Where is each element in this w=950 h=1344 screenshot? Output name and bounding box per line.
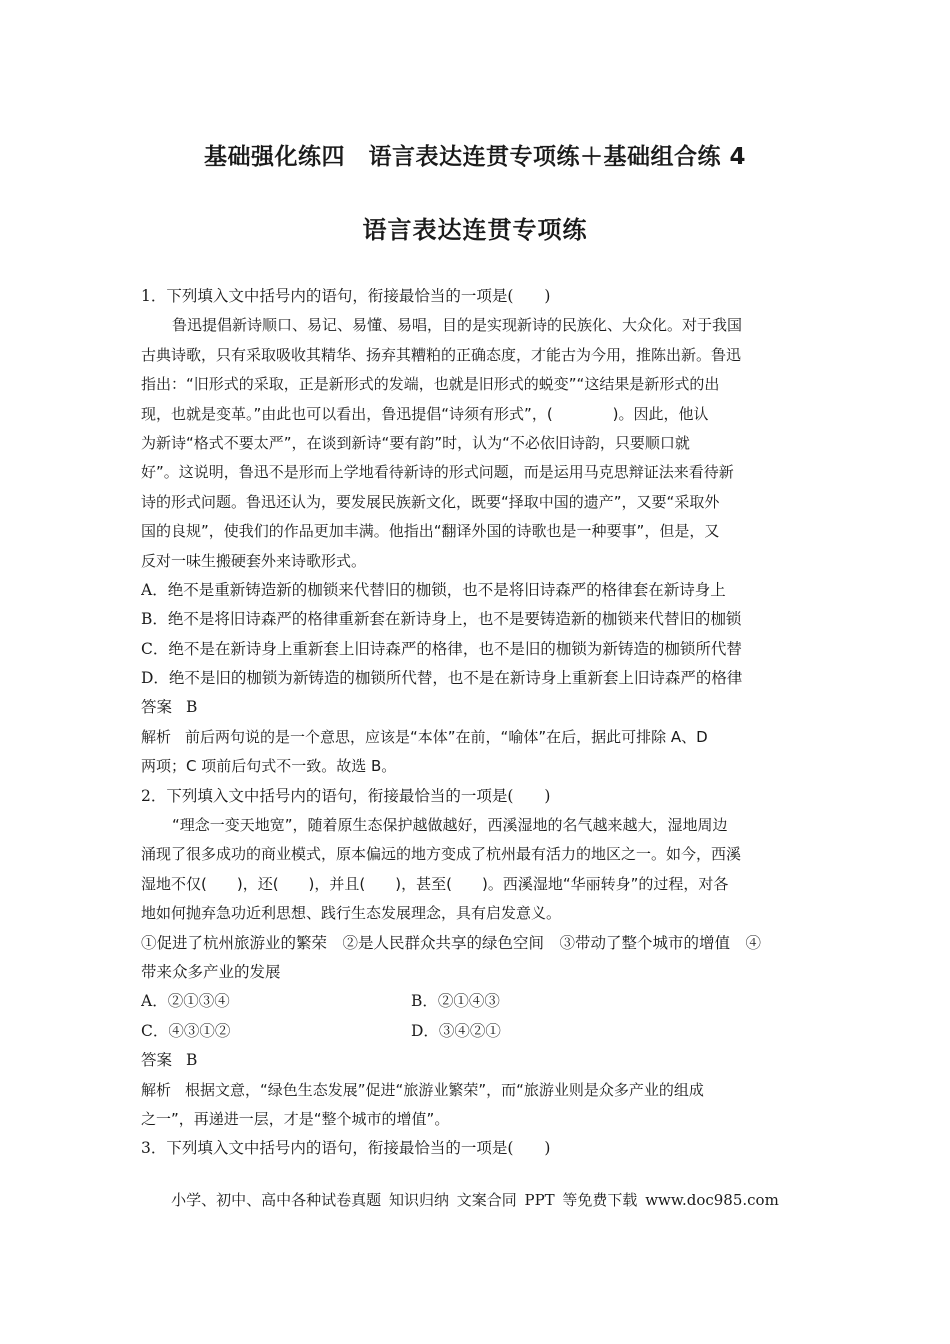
question-2-passage-line: “理念一变天地宽”，随着原生态保护越做越好，西溪湿地的名气越来越大，湿地周边 xyxy=(172,816,728,835)
section-title: 语言表达连贯专项练 xyxy=(362,216,588,244)
answer-value: B xyxy=(186,1051,198,1070)
question-1-passage-line: 指出：“旧形式的采取，正是新形式的发端，也就是旧形式的蜕变”“这结果是新形式的出 xyxy=(141,375,720,394)
page-footer: 小学、初中、高中各种试卷真题 知识归纳 文案合同 PPT 等免费下载 www.doc985.com xyxy=(171,1191,779,1209)
analysis-text: 前后两句说的是一个意思，应该是“本体”在前，“喻体”在后，据此可排除 A、D xyxy=(185,727,708,746)
question-2-options-row xyxy=(141,987,811,1016)
question-2-option-c: C．④③①② xyxy=(141,1021,231,1040)
analysis-label: 解析 xyxy=(141,1080,172,1099)
question-1-answer xyxy=(141,693,811,722)
question-1-option-b: B．绝不是将旧诗森严的格律重新套在新诗身上，也不是要铸造新的枷锁来代替旧的枷锁 xyxy=(141,610,742,629)
question-1-stem: 1．下列填入文中括号内的语句，衔接最恰当的一项是( ) xyxy=(141,287,551,305)
question-1-option-c: C．绝不是在新诗身上重新套上旧诗森严的格律，也不是旧的枷锁为新铸造的枷锁所代替 xyxy=(141,639,742,658)
analysis-text: 根据文意，“绿色生态发展”促进“旅游业繁荣”，而“旅游业则是众多产业的组成 xyxy=(185,1080,704,1099)
question-2-analysis-line: 之一”，再递进一层，才是“整个城市的增值”。 xyxy=(141,1109,450,1128)
page-title: 基础强化练四 语言表达连贯专项练＋基础组合练 4 xyxy=(203,144,746,170)
question-2-option-d: D．③④②① xyxy=(411,1021,501,1040)
answer-label: 答案 xyxy=(141,698,173,717)
question-2-answer xyxy=(141,1046,811,1075)
analysis-label: 解析 xyxy=(141,727,172,746)
question-1-passage-line: 现，也就是变革。”由此也可以看出，鲁迅提倡“诗须有形式”，( )。因此，他认 xyxy=(141,404,709,423)
answer-label: 答案 xyxy=(141,1051,173,1070)
answer-value: B xyxy=(186,698,198,717)
question-3-stem: 3．下列填入文中括号内的语句，衔接最恰当的一项是( ) xyxy=(141,1139,551,1158)
question-1-passage-line: 国的良规”，使我们的作品更加丰满。他指出“翻译外国的诗歌也是一种要事”，但是，又 xyxy=(141,522,720,541)
question-1-option-a: A．绝不是重新铸造新的枷锁来代替旧的枷锁，也不是将旧诗森严的格律套在新诗身上 xyxy=(141,580,726,599)
question-1-passage-line: 诗的形式问题。鲁迅还认为，要发展民族新文化，既要“择取中国的遗产”，又要“采取外 xyxy=(141,492,720,511)
question-2-options-row xyxy=(141,1017,811,1046)
question-2-passage-line: 涌现了很多成功的商业模式，原本偏远的地方变成了杭州最有活力的地区之一。如今，西溪 xyxy=(141,845,742,864)
question-2-passage-line: 湿地不仅( )，还( )，并且( )，甚至( )。西溪湿地“华丽转身”的过程，对各 xyxy=(141,874,729,893)
question-2-option-b: B．②①④③ xyxy=(411,992,500,1011)
question-2-items: ①促进了杭州旅游业的繁荣 ②是人民群众共享的绿色空间 ③带动了整个城市的增值 ④ xyxy=(141,933,762,952)
question-1-analysis-line: 两项；C 项前后句式不一致。故选 B。 xyxy=(141,757,397,776)
question-content xyxy=(141,282,811,1164)
question-1-passage-line: 鲁迅提倡新诗顺口、易记、易懂、易唱，目的是实现新诗的民族化、大众化。对于我国 xyxy=(172,316,743,335)
question-1-passage-line: 反对一味生搬硬套外来诗歌形式。 xyxy=(141,551,367,570)
question-2-items-cont: 带来众多产业的发展 xyxy=(141,962,281,981)
question-2-stem: 2．下列填入文中括号内的语句，衔接最恰当的一项是( ) xyxy=(141,786,551,805)
question-1-passage-line: 好”。这说明，鲁迅不是形而上学地看待新诗的形式问题，而是运用马克思辩证法来看待新 xyxy=(141,463,734,482)
question-1-analysis xyxy=(141,723,811,752)
question-2-option-a: A．②①③④ xyxy=(141,992,230,1011)
question-1-option-d: D．绝不是旧的枷锁为新铸造的枷锁所代替，也不是在新诗身上重新套上旧诗森严的格律 xyxy=(141,669,743,688)
question-2-analysis xyxy=(141,1076,811,1105)
question-1-passage-line: 古典诗歌，只有采取吸收其精华、扬弃其糟粕的正确态度，才能古为今用，推陈出新。鲁迅 xyxy=(141,345,742,364)
question-2-passage-line: 地如何抛弃急功近利思想、践行生态发展理念，具有启发意义。 xyxy=(141,904,562,923)
question-1-passage-line: 为新诗“格式不要太严”，在谈到新诗“要有韵”时，认为“不必依旧诗韵，只要顺口就 xyxy=(141,433,690,452)
